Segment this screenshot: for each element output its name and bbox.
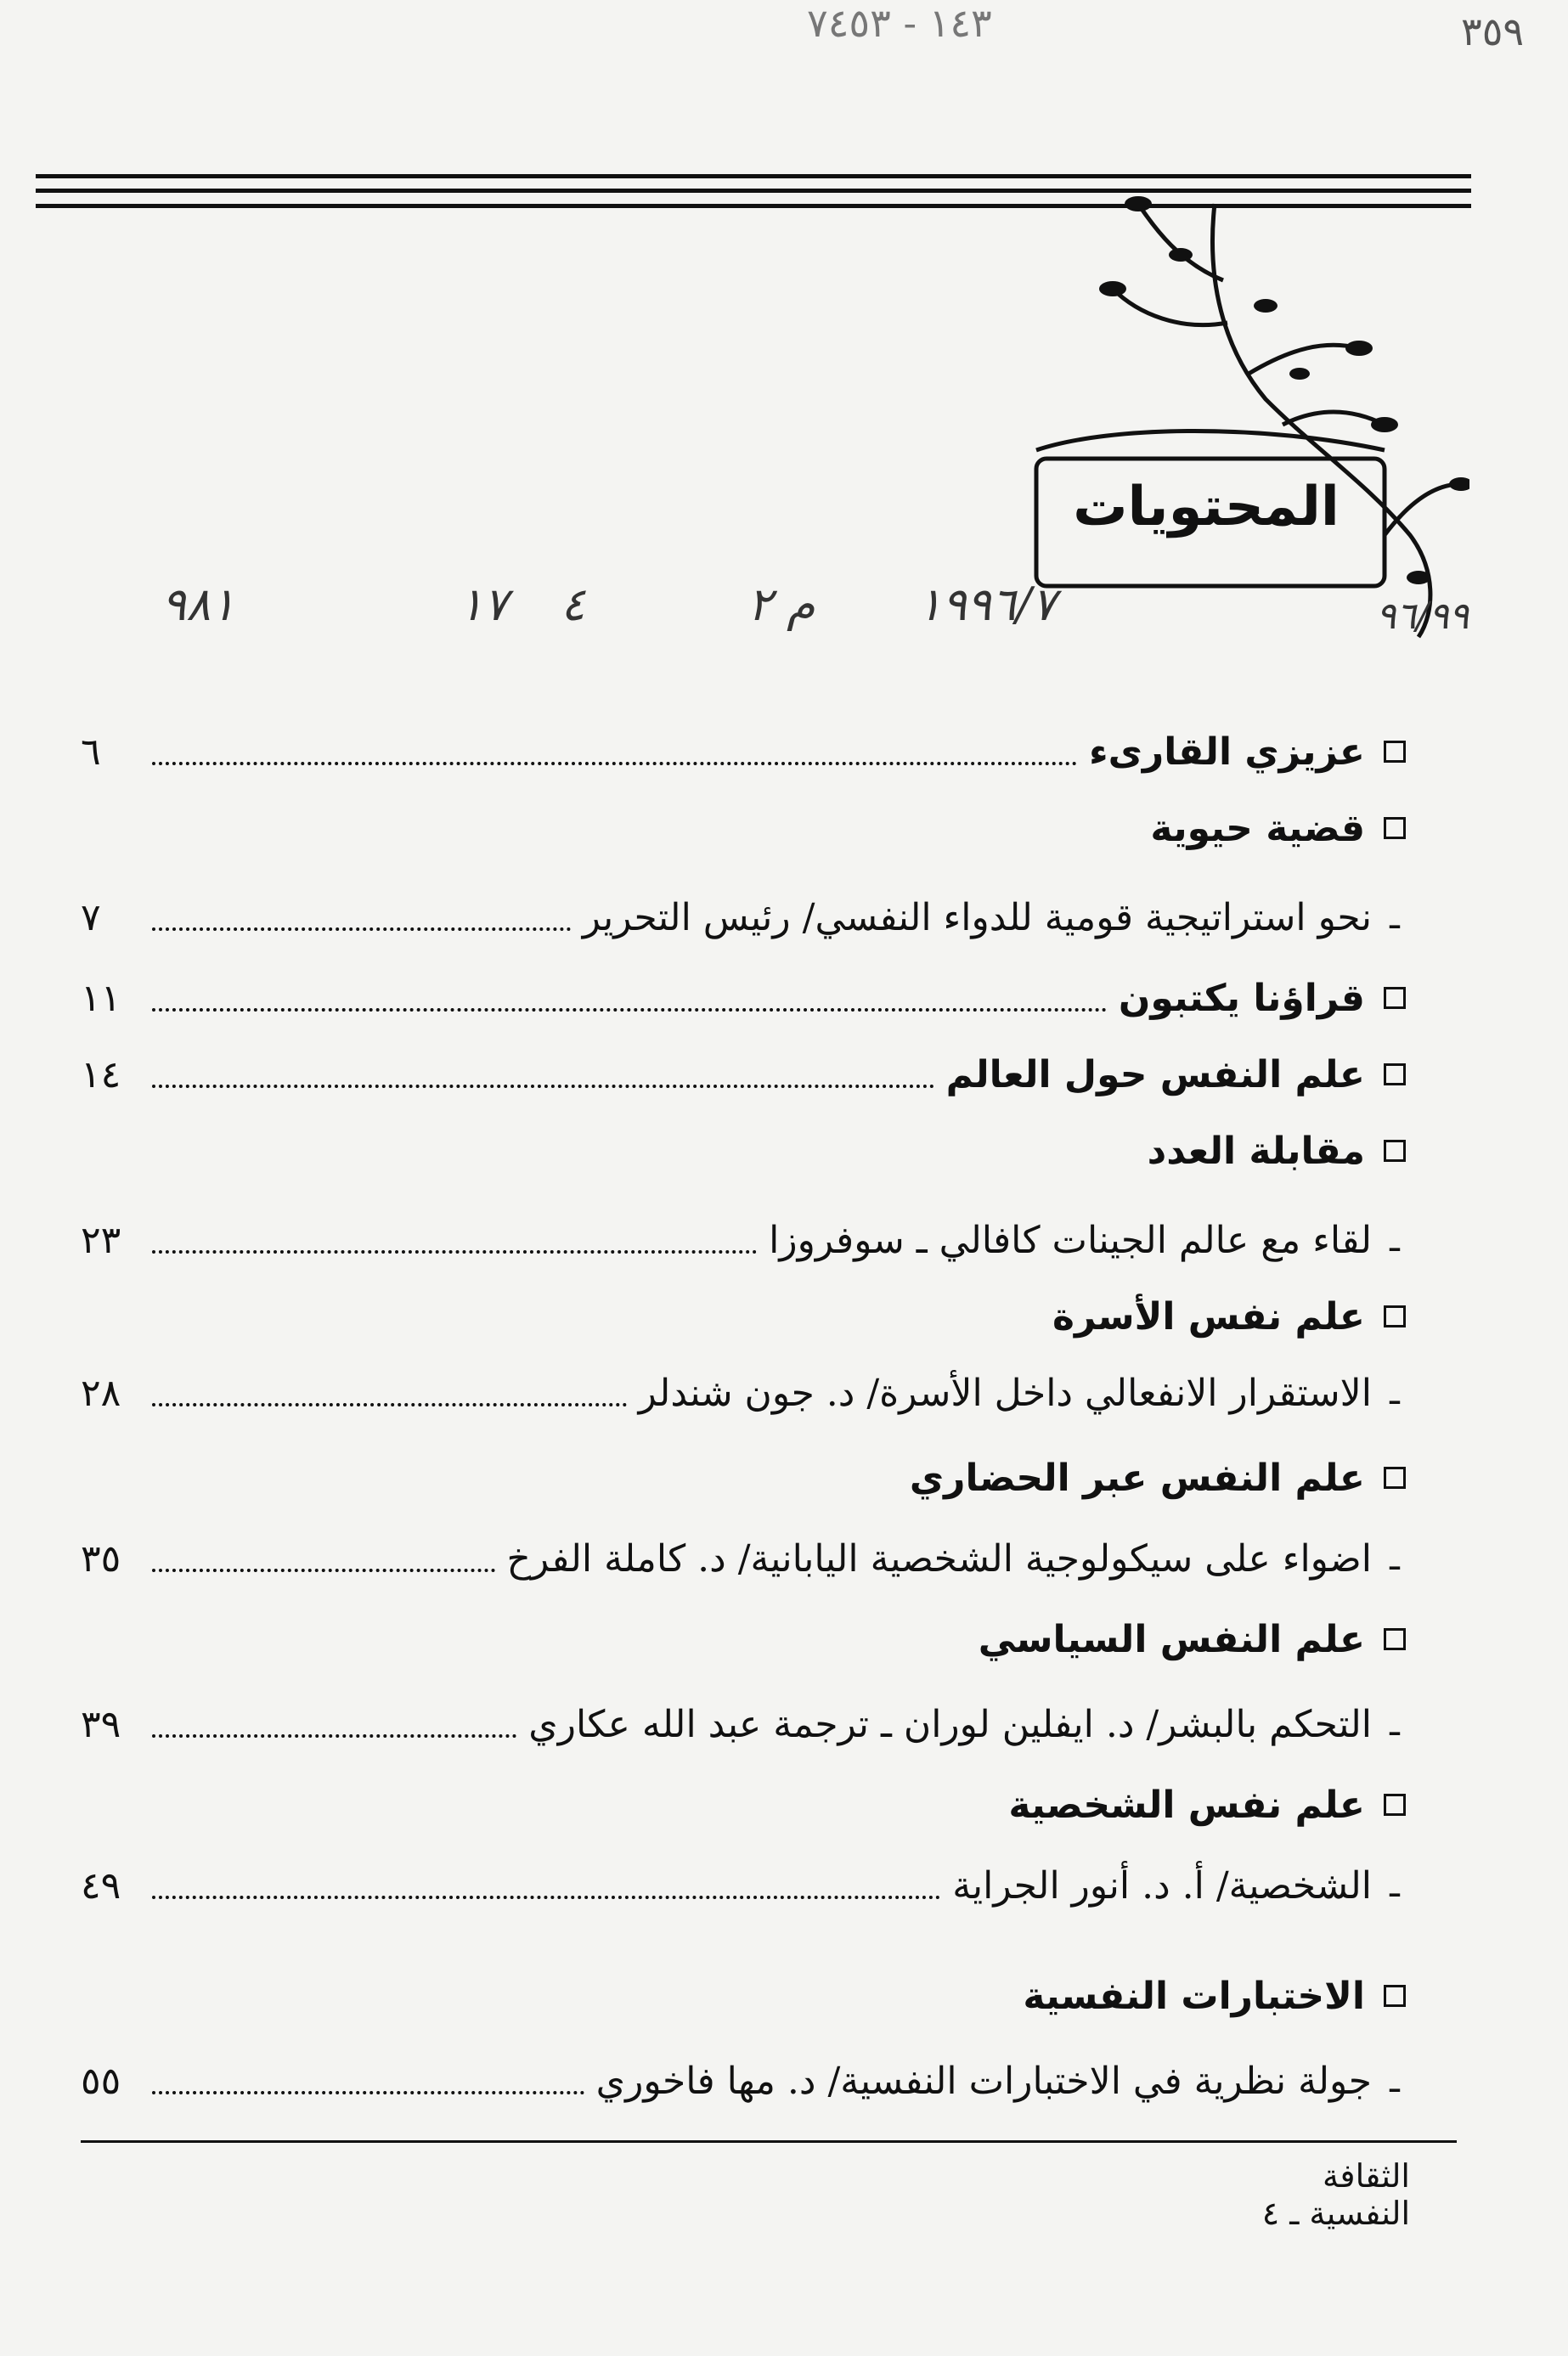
dash-bullet: ـ <box>1390 1373 1400 1412</box>
dot-leader <box>152 762 1077 765</box>
dash-bullet: ـ <box>1390 1705 1400 1744</box>
page-number: ٣٥ <box>81 1536 121 1581</box>
handwritten-note: م ٢ <box>747 578 815 631</box>
handwritten-number: ٩٦/٩٩ <box>1376 595 1469 638</box>
checkbox-icon <box>1384 1985 1406 2007</box>
page-number: ٧ <box>81 895 101 939</box>
vine-ornament <box>1011 178 1469 654</box>
page-number: ٥٥ <box>81 2059 121 2103</box>
toc-article-title: نحو استراتيجية قومية للدواء النفسي/ رئيس التحرير <box>582 895 1372 939</box>
page-number: ٢٨ <box>81 1371 121 1415</box>
toc-article-title: جولة نظرية في الاختبارات النفسية/ د. مها فاخوري <box>595 2059 1372 2103</box>
page-title: المحتويات <box>1073 476 1340 538</box>
toc-section-title: قراؤنا يكتبون <box>1118 976 1365 1020</box>
dot-leader <box>152 927 571 931</box>
page-number: ٢٣ <box>81 1218 121 1262</box>
toc-section-title: علم نفس الأسرة <box>1052 1294 1365 1339</box>
dot-leader <box>152 1250 757 1254</box>
page-number: ٣٩ <box>81 1702 121 1746</box>
toc-article-title: اضواء على سيكولوجية الشخصية اليابانية/ د. كاملة الفرخ <box>506 1536 1372 1581</box>
toc-entry <box>81 1206 1406 1274</box>
dot-leader <box>152 1734 516 1738</box>
toc-entry <box>81 1282 1406 1350</box>
dash-bullet: ـ <box>1390 2061 1400 2100</box>
dot-leader <box>152 1403 627 1406</box>
footer-rule <box>81 2140 1457 2143</box>
toc-entry <box>81 1040 1406 1108</box>
toc-section-title: قضية حيوية <box>1150 806 1365 850</box>
checkbox-icon <box>1384 817 1406 839</box>
handwritten-number: ٤ <box>561 578 586 631</box>
checkbox-icon <box>1384 1794 1406 1816</box>
page-number: ٦ <box>81 730 101 774</box>
top-handwritten-mark: ١٤٣ - ٧٤٥٣ <box>807 0 992 46</box>
toc-entry <box>81 1690 1406 1758</box>
dash-bullet: ـ <box>1390 1539 1400 1578</box>
checkbox-icon <box>1384 1063 1406 1085</box>
toc-entry <box>81 1525 1406 1592</box>
dot-leader <box>152 1569 495 1572</box>
toc-article-title: لقاء مع عالم الجينات كافالي ـ سوفروزا <box>769 1218 1372 1262</box>
toc-entry <box>81 1444 1406 1512</box>
toc-section-title: علم النفس السياسي <box>978 1617 1365 1661</box>
page-footer: الثقافة النفسية ـ ٤ <box>1261 2157 1410 2232</box>
toc-entry <box>81 718 1406 786</box>
checkbox-icon <box>1384 1628 1406 1650</box>
checkbox-icon <box>1384 1140 1406 1162</box>
dot-leader <box>152 1008 1107 1012</box>
toc-section-title: علم نفس الشخصية <box>1008 1783 1365 1827</box>
checkbox-icon <box>1384 987 1406 1009</box>
dash-bullet: ـ <box>1390 898 1400 937</box>
dot-leader <box>152 2091 584 2094</box>
handwritten-date: ١٩٩٦/٧ <box>917 578 1057 631</box>
toc-entry <box>81 1359 1406 1427</box>
checkbox-icon <box>1384 741 1406 763</box>
toc-entry <box>81 1117 1406 1185</box>
checkbox-icon <box>1384 1305 1406 1327</box>
toc-section-title: مقابلة العدد <box>1147 1129 1365 1173</box>
corner-handwritten-mark: ٣٥٩ <box>1461 8 1525 54</box>
toc-article-title: الاستقرار الانفعالي داخل الأسرة/ د. جون شندلر <box>638 1371 1372 1415</box>
toc-section-title: علم النفس عبر الحضاري <box>909 1456 1365 1500</box>
toc-section-title: الاختبارات النفسية <box>1023 1974 1365 2018</box>
page-number: ١١ <box>81 976 121 1020</box>
toc-entry <box>81 1771 1406 1839</box>
toc-entry <box>81 2047 1406 2115</box>
toc-entry <box>81 1605 1406 1673</box>
toc-article-title: الشخصية/ أ. د. أنور الجراية <box>952 1863 1372 1908</box>
page-number: ٤٩ <box>81 1863 121 1908</box>
toc-entry <box>81 964 1406 1032</box>
dash-bullet: ـ <box>1390 1220 1400 1260</box>
toc-entry <box>81 1852 1406 1919</box>
checkbox-icon <box>1384 1467 1406 1489</box>
handwritten-number: ١٧ <box>459 578 509 631</box>
toc-entry <box>81 1962 1406 2030</box>
dot-leader <box>152 1085 934 1088</box>
toc-entry <box>81 794 1406 862</box>
toc-entry <box>81 883 1406 951</box>
dot-leader <box>152 1896 940 1899</box>
toc-article-title: التحكم بالبشر/ د. ايفلين لوران ـ ترجمة عبد الله عكاري <box>528 1702 1372 1746</box>
page-number: ١٤ <box>81 1052 121 1096</box>
toc-section-title: علم النفس حول العالم <box>945 1052 1365 1096</box>
dash-bullet: ـ <box>1390 1866 1400 1905</box>
toc-section-title: عزيزي القارىء <box>1089 730 1365 774</box>
handwritten-number: ٩٨١ <box>161 578 236 631</box>
